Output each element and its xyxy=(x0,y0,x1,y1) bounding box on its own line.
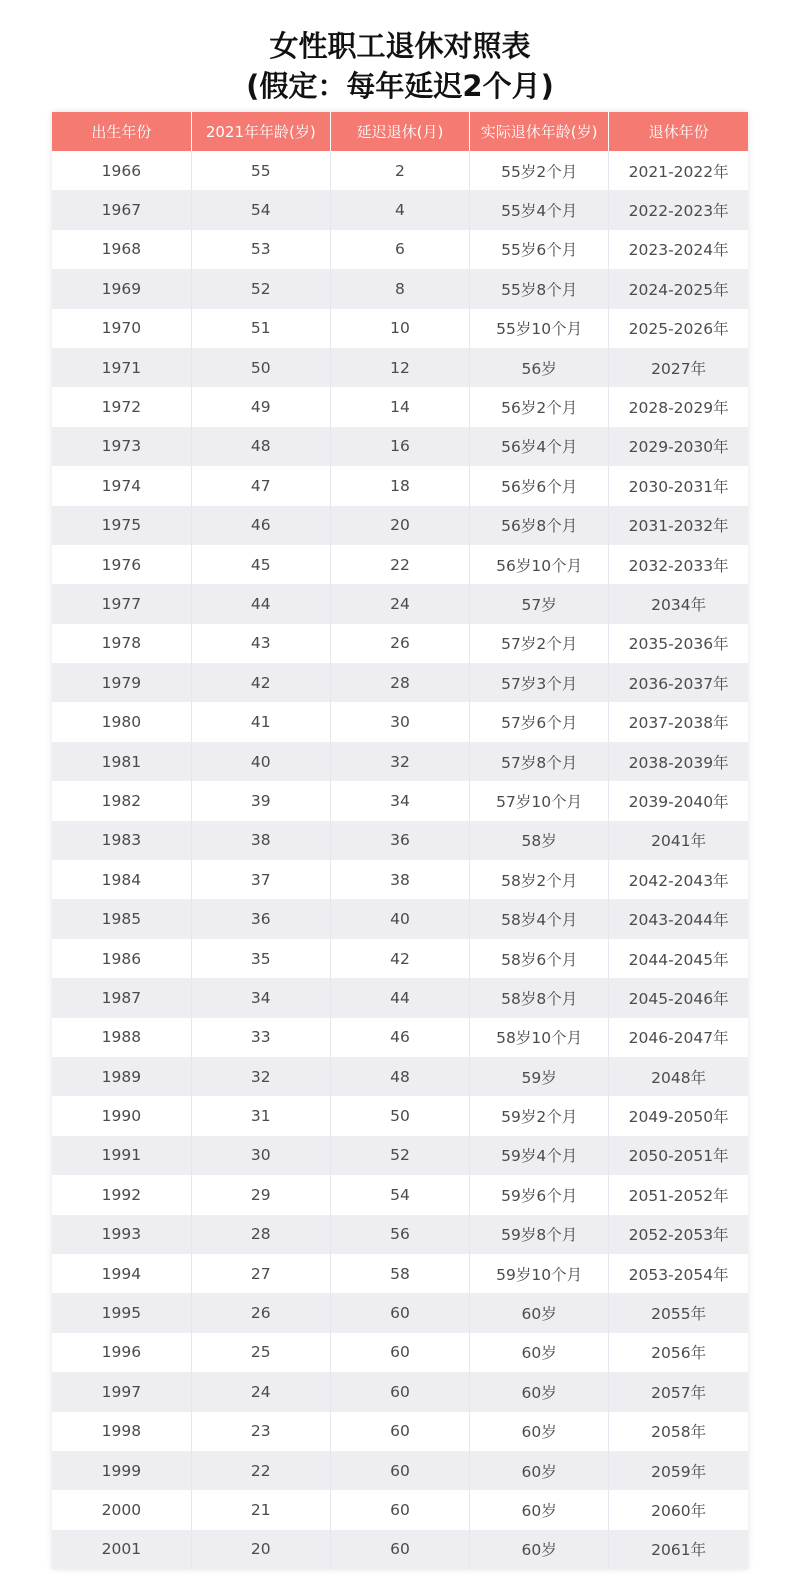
cell-birth-year: 1976 xyxy=(52,545,191,584)
cell-actual-retire-age: 55岁4个月 xyxy=(470,190,609,229)
cell-actual-retire-age: 55岁6个月 xyxy=(470,230,609,269)
cell-age-2021: 26 xyxy=(191,1293,330,1332)
table-row xyxy=(52,1215,748,1254)
cell-birth-year: 1977 xyxy=(52,584,191,623)
table-row xyxy=(52,1175,748,1214)
cell-birth-year: 1981 xyxy=(52,742,191,781)
cell-actual-retire-age: 56岁 xyxy=(470,348,609,387)
cell-age-2021: 55 xyxy=(191,151,330,190)
cell-age-2021: 25 xyxy=(191,1333,330,1372)
cell-age-2021: 24 xyxy=(191,1372,330,1411)
cell-birth-year: 2000 xyxy=(52,1490,191,1529)
table-header xyxy=(52,112,748,151)
cell-actual-retire-age: 56岁2个月 xyxy=(470,387,609,426)
cell-age-2021: 39 xyxy=(191,781,330,820)
cell-birth-year: 1982 xyxy=(52,781,191,820)
cell-birth-year: 1995 xyxy=(52,1293,191,1332)
cell-delay-months: 60 xyxy=(330,1412,469,1451)
cell-actual-retire-age: 57岁10个月 xyxy=(470,781,609,820)
cell-actual-retire-age: 60岁 xyxy=(470,1451,609,1490)
header-retire-year: 退休年份 xyxy=(609,112,748,151)
cell-birth-year: 1986 xyxy=(52,939,191,978)
cell-retire-year: 2039-2040年 xyxy=(609,781,748,820)
cell-birth-year: 1996 xyxy=(52,1333,191,1372)
table-row xyxy=(52,151,748,190)
table-row xyxy=(52,1372,748,1411)
cell-birth-year: 1974 xyxy=(52,466,191,505)
cell-actual-retire-age: 60岁 xyxy=(470,1333,609,1372)
cell-age-2021: 47 xyxy=(191,466,330,505)
cell-actual-retire-age: 60岁 xyxy=(470,1372,609,1411)
cell-age-2021: 31 xyxy=(191,1096,330,1135)
table-row xyxy=(52,545,748,584)
cell-delay-months: 42 xyxy=(330,939,469,978)
cell-delay-months: 60 xyxy=(330,1333,469,1372)
table-row xyxy=(52,1136,748,1175)
cell-age-2021: 28 xyxy=(191,1215,330,1254)
cell-delay-months: 14 xyxy=(330,387,469,426)
cell-delay-months: 60 xyxy=(330,1372,469,1411)
cell-birth-year: 1971 xyxy=(52,348,191,387)
cell-delay-months: 2 xyxy=(330,151,469,190)
cell-age-2021: 33 xyxy=(191,1018,330,1057)
cell-actual-retire-age: 59岁8个月 xyxy=(470,1215,609,1254)
cell-delay-months: 18 xyxy=(330,466,469,505)
cell-age-2021: 43 xyxy=(191,624,330,663)
cell-retire-year: 2022-2023年 xyxy=(609,190,748,229)
cell-retire-year: 2048年 xyxy=(609,1057,748,1096)
table-row xyxy=(52,466,748,505)
cell-age-2021: 53 xyxy=(191,230,330,269)
cell-birth-year: 1983 xyxy=(52,821,191,860)
cell-age-2021: 30 xyxy=(191,1136,330,1175)
cell-delay-months: 12 xyxy=(330,348,469,387)
cell-delay-months: 26 xyxy=(330,624,469,663)
cell-delay-months: 20 xyxy=(330,506,469,545)
cell-retire-year: 2052-2053年 xyxy=(609,1215,748,1254)
cell-retire-year: 2061年 xyxy=(609,1530,748,1569)
cell-actual-retire-age: 56岁4个月 xyxy=(470,427,609,466)
cell-actual-retire-age: 59岁 xyxy=(470,1057,609,1096)
cell-birth-year: 1999 xyxy=(52,1451,191,1490)
table-row xyxy=(52,1254,748,1293)
cell-actual-retire-age: 58岁6个月 xyxy=(470,939,609,978)
cell-delay-months: 54 xyxy=(330,1175,469,1214)
cell-actual-retire-age: 56岁6个月 xyxy=(470,466,609,505)
cell-actual-retire-age: 60岁 xyxy=(470,1412,609,1451)
table-row xyxy=(52,1333,748,1372)
cell-retire-year: 2021-2022年 xyxy=(609,151,748,190)
table-row xyxy=(52,1530,748,1569)
cell-age-2021: 27 xyxy=(191,1254,330,1293)
cell-age-2021: 29 xyxy=(191,1175,330,1214)
cell-age-2021: 34 xyxy=(191,978,330,1017)
cell-delay-months: 6 xyxy=(330,230,469,269)
table-row xyxy=(52,506,748,545)
cell-actual-retire-age: 58岁8个月 xyxy=(470,978,609,1017)
cell-delay-months: 58 xyxy=(330,1254,469,1293)
cell-delay-months: 40 xyxy=(330,899,469,938)
cell-age-2021: 46 xyxy=(191,506,330,545)
cell-birth-year: 1988 xyxy=(52,1018,191,1057)
cell-birth-year: 1968 xyxy=(52,230,191,269)
table-row xyxy=(52,427,748,466)
cell-delay-months: 60 xyxy=(330,1293,469,1332)
cell-retire-year: 2055年 xyxy=(609,1293,748,1332)
cell-birth-year: 1994 xyxy=(52,1254,191,1293)
cell-birth-year: 1993 xyxy=(52,1215,191,1254)
table-row xyxy=(52,269,748,308)
cell-retire-year: 2038-2039年 xyxy=(609,742,748,781)
cell-delay-months: 24 xyxy=(330,584,469,623)
cell-delay-months: 46 xyxy=(330,1018,469,1057)
cell-age-2021: 36 xyxy=(191,899,330,938)
cell-birth-year: 2001 xyxy=(52,1530,191,1569)
cell-birth-year: 1980 xyxy=(52,702,191,741)
cell-birth-year: 1997 xyxy=(52,1372,191,1411)
table-row xyxy=(52,624,748,663)
cell-retire-year: 2037-2038年 xyxy=(609,702,748,741)
cell-retire-year: 2049-2050年 xyxy=(609,1096,748,1135)
table-row xyxy=(52,1018,748,1057)
cell-age-2021: 41 xyxy=(191,702,330,741)
cell-birth-year: 1987 xyxy=(52,978,191,1017)
table-row xyxy=(52,1451,748,1490)
cell-actual-retire-age: 58岁2个月 xyxy=(470,860,609,899)
cell-retire-year: 2043-2044年 xyxy=(609,899,748,938)
cell-delay-months: 60 xyxy=(330,1490,469,1529)
cell-age-2021: 20 xyxy=(191,1530,330,1569)
cell-delay-months: 52 xyxy=(330,1136,469,1175)
cell-actual-retire-age: 58岁4个月 xyxy=(470,899,609,938)
cell-actual-retire-age: 59岁4个月 xyxy=(470,1136,609,1175)
table-row xyxy=(52,860,748,899)
cell-retire-year: 2036-2037年 xyxy=(609,663,748,702)
cell-delay-months: 32 xyxy=(330,742,469,781)
cell-actual-retire-age: 59岁10个月 xyxy=(470,1254,609,1293)
table-row xyxy=(52,348,748,387)
table-row xyxy=(52,584,748,623)
cell-birth-year: 1990 xyxy=(52,1096,191,1135)
cell-retire-year: 2045-2046年 xyxy=(609,978,748,1017)
cell-retire-year: 2059年 xyxy=(609,1451,748,1490)
cell-age-2021: 51 xyxy=(191,309,330,348)
cell-delay-months: 28 xyxy=(330,663,469,702)
cell-retire-year: 2050-2051年 xyxy=(609,1136,748,1175)
cell-retire-year: 2060年 xyxy=(609,1490,748,1529)
cell-retire-year: 2057年 xyxy=(609,1372,748,1411)
cell-retire-year: 2041年 xyxy=(609,821,748,860)
cell-retire-year: 2030-2031年 xyxy=(609,466,748,505)
cell-age-2021: 23 xyxy=(191,1412,330,1451)
cell-birth-year: 1969 xyxy=(52,269,191,308)
cell-retire-year: 2042-2043年 xyxy=(609,860,748,899)
cell-age-2021: 21 xyxy=(191,1490,330,1529)
cell-delay-months: 30 xyxy=(330,702,469,741)
table-row xyxy=(52,781,748,820)
table-row xyxy=(52,821,748,860)
table-row xyxy=(52,1412,748,1451)
cell-retire-year: 2058年 xyxy=(609,1412,748,1451)
cell-actual-retire-age: 60岁 xyxy=(470,1530,609,1569)
cell-age-2021: 38 xyxy=(191,821,330,860)
cell-retire-year: 2051-2052年 xyxy=(609,1175,748,1214)
cell-retire-year: 2032-2033年 xyxy=(609,545,748,584)
cell-actual-retire-age: 56岁8个月 xyxy=(470,506,609,545)
cell-delay-months: 38 xyxy=(330,860,469,899)
cell-actual-retire-age: 57岁6个月 xyxy=(470,702,609,741)
table-row xyxy=(52,663,748,702)
cell-delay-months: 44 xyxy=(330,978,469,1017)
cell-actual-retire-age: 58岁10个月 xyxy=(470,1018,609,1057)
cell-age-2021: 45 xyxy=(191,545,330,584)
cell-age-2021: 49 xyxy=(191,387,330,426)
cell-age-2021: 37 xyxy=(191,860,330,899)
retirement-table xyxy=(52,112,748,1569)
cell-delay-months: 36 xyxy=(330,821,469,860)
cell-retire-year: 2053-2054年 xyxy=(609,1254,748,1293)
cell-age-2021: 42 xyxy=(191,663,330,702)
cell-delay-months: 34 xyxy=(330,781,469,820)
table-body xyxy=(52,151,748,1569)
cell-retire-year: 2028-2029年 xyxy=(609,387,748,426)
cell-actual-retire-age: 56岁10个月 xyxy=(470,545,609,584)
table-row xyxy=(52,742,748,781)
cell-delay-months: 48 xyxy=(330,1057,469,1096)
cell-retire-year: 2023-2024年 xyxy=(609,230,748,269)
cell-retire-year: 2025-2026年 xyxy=(609,309,748,348)
cell-birth-year: 1972 xyxy=(52,387,191,426)
cell-age-2021: 50 xyxy=(191,348,330,387)
cell-birth-year: 1967 xyxy=(52,190,191,229)
cell-age-2021: 22 xyxy=(191,1451,330,1490)
cell-birth-year: 1975 xyxy=(52,506,191,545)
cell-actual-retire-age: 55岁10个月 xyxy=(470,309,609,348)
header-age-2021: 2021年年龄(岁) xyxy=(191,112,330,151)
table-row xyxy=(52,1096,748,1135)
cell-delay-months: 56 xyxy=(330,1215,469,1254)
cell-actual-retire-age: 59岁6个月 xyxy=(470,1175,609,1214)
cell-birth-year: 1989 xyxy=(52,1057,191,1096)
cell-birth-year: 1970 xyxy=(52,309,191,348)
cell-birth-year: 1979 xyxy=(52,663,191,702)
cell-delay-months: 22 xyxy=(330,545,469,584)
table-row xyxy=(52,978,748,1017)
cell-age-2021: 54 xyxy=(191,190,330,229)
cell-birth-year: 1973 xyxy=(52,427,191,466)
table-row xyxy=(52,387,748,426)
cell-actual-retire-age: 57岁 xyxy=(470,584,609,623)
cell-retire-year: 2035-2036年 xyxy=(609,624,748,663)
cell-birth-year: 1998 xyxy=(52,1412,191,1451)
cell-age-2021: 52 xyxy=(191,269,330,308)
cell-birth-year: 1966 xyxy=(52,151,191,190)
page-subtitle: (假定：每年延迟2个月) xyxy=(246,69,554,103)
cell-delay-months: 60 xyxy=(330,1451,469,1490)
cell-retire-year: 2027年 xyxy=(609,348,748,387)
cell-actual-retire-age: 57岁3个月 xyxy=(470,663,609,702)
cell-delay-months: 4 xyxy=(330,190,469,229)
cell-actual-retire-age: 60岁 xyxy=(470,1293,609,1332)
cell-age-2021: 48 xyxy=(191,427,330,466)
table-row xyxy=(52,939,748,978)
cell-birth-year: 1992 xyxy=(52,1175,191,1214)
table-row xyxy=(52,1057,748,1096)
cell-retire-year: 2056年 xyxy=(609,1333,748,1372)
table-row xyxy=(52,309,748,348)
header-birth-year: 出生年份 xyxy=(52,112,191,151)
table-row xyxy=(52,1293,748,1332)
cell-delay-months: 8 xyxy=(330,269,469,308)
cell-retire-year: 2046-2047年 xyxy=(609,1018,748,1057)
cell-age-2021: 32 xyxy=(191,1057,330,1096)
table-header-row xyxy=(52,112,748,151)
cell-delay-months: 60 xyxy=(330,1530,469,1569)
cell-birth-year: 1984 xyxy=(52,860,191,899)
cell-actual-retire-age: 58岁 xyxy=(470,821,609,860)
table-row xyxy=(52,1490,748,1529)
cell-actual-retire-age: 60岁 xyxy=(470,1490,609,1529)
cell-age-2021: 35 xyxy=(191,939,330,978)
cell-actual-retire-age: 55岁8个月 xyxy=(470,269,609,308)
cell-birth-year: 1978 xyxy=(52,624,191,663)
header-delay-months: 延迟退休(月) xyxy=(330,112,469,151)
cell-delay-months: 50 xyxy=(330,1096,469,1135)
header-actual-retire-age: 实际退休年龄(岁) xyxy=(470,112,609,151)
cell-actual-retire-age: 57岁8个月 xyxy=(470,742,609,781)
cell-actual-retire-age: 59岁2个月 xyxy=(470,1096,609,1135)
table-row xyxy=(52,190,748,229)
cell-age-2021: 40 xyxy=(191,742,330,781)
cell-retire-year: 2034年 xyxy=(609,584,748,623)
table-row xyxy=(52,230,748,269)
cell-delay-months: 16 xyxy=(330,427,469,466)
retirement-table-container xyxy=(52,112,748,1569)
cell-birth-year: 1991 xyxy=(52,1136,191,1175)
cell-delay-months: 10 xyxy=(330,309,469,348)
cell-actual-retire-age: 55岁2个月 xyxy=(470,151,609,190)
table-row xyxy=(52,899,748,938)
table-row xyxy=(52,702,748,741)
cell-birth-year: 1985 xyxy=(52,899,191,938)
cell-retire-year: 2044-2045年 xyxy=(609,939,748,978)
page-title: 女性职工退休对照表 xyxy=(269,29,531,63)
cell-age-2021: 44 xyxy=(191,584,330,623)
cell-actual-retire-age: 57岁2个月 xyxy=(470,624,609,663)
cell-retire-year: 2024-2025年 xyxy=(609,269,748,308)
cell-retire-year: 2029-2030年 xyxy=(609,427,748,466)
cell-retire-year: 2031-2032年 xyxy=(609,506,748,545)
